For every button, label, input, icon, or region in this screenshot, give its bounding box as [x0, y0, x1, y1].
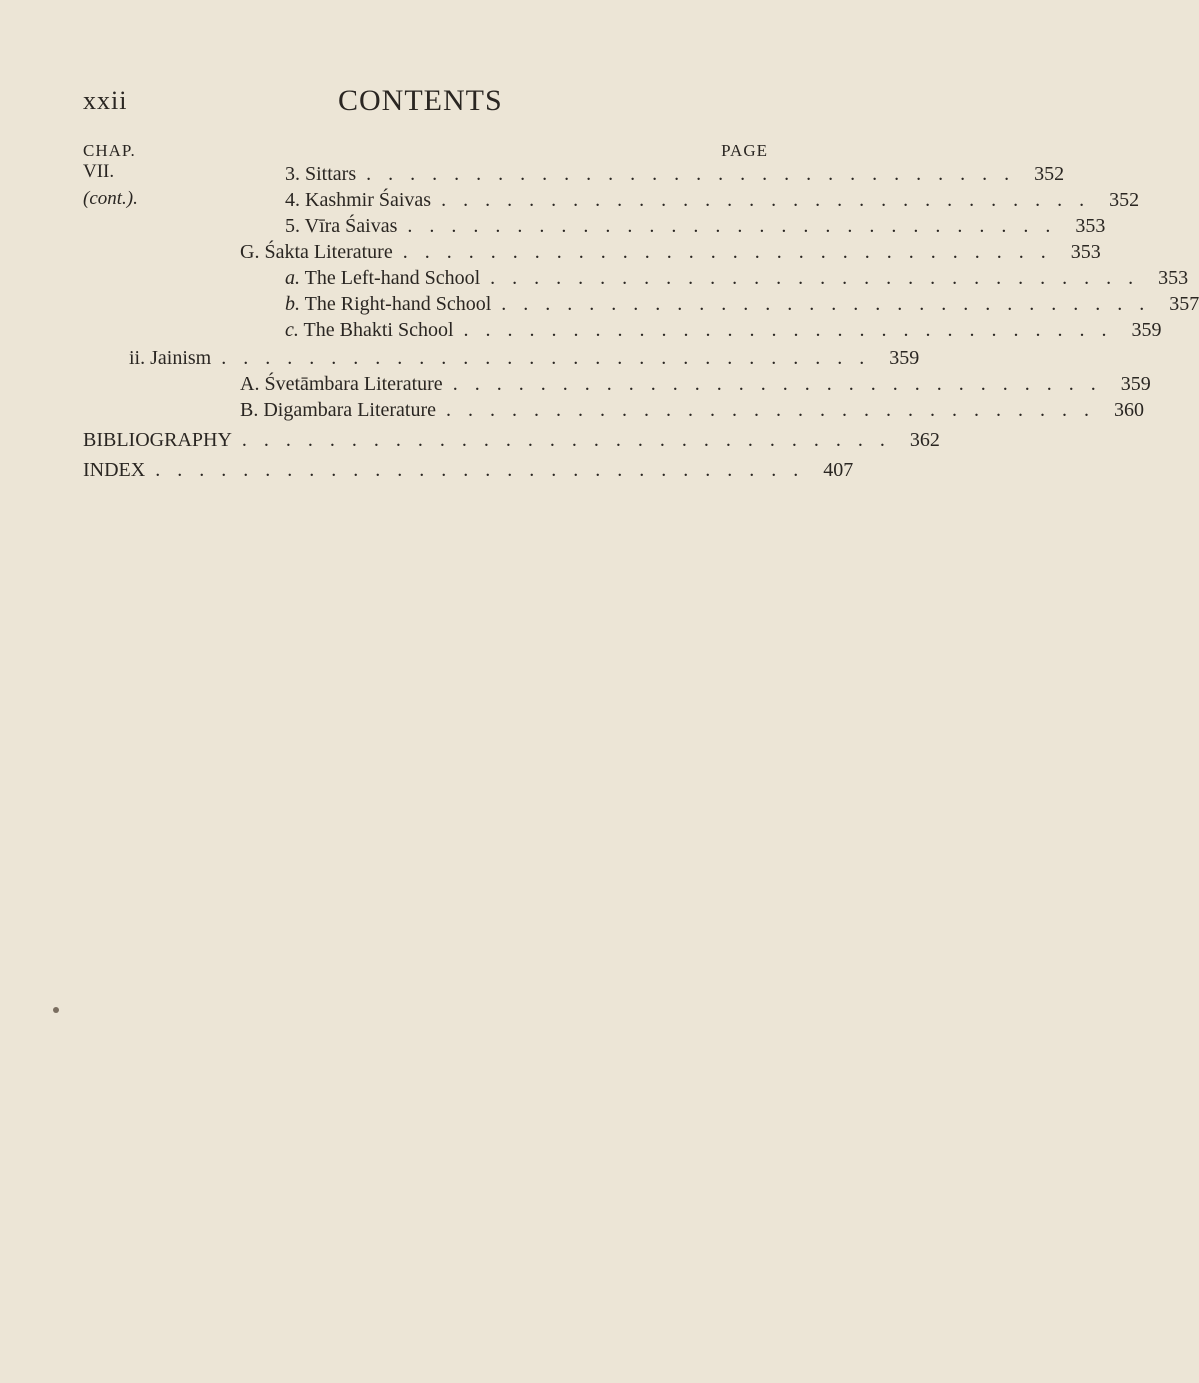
toc-entry — [240, 241, 1101, 267]
page-number: xxii — [83, 86, 128, 115]
toc-entry — [285, 189, 1140, 215]
toc-entry-label — [285, 267, 480, 290]
toc-entry-page: 407 — [823, 459, 854, 481]
chap-column-header: CHAP. — [83, 141, 136, 160]
toc-entry — [285, 267, 1189, 293]
page-column-header: PAGE — [721, 141, 768, 160]
toc-entry — [285, 215, 1106, 241]
toc-entry-label — [285, 293, 491, 316]
dot-leader: .............................. — [452, 373, 1113, 395]
toc-entry-page: 353 — [1158, 267, 1189, 289]
toc-entry — [83, 429, 940, 455]
toc-entry-title: The Bhakti School — [298, 319, 454, 341]
dot-leader: .............................. — [366, 163, 1027, 185]
toc-entry-page: 353 — [1070, 241, 1101, 263]
toc-entry-page: 360 — [1114, 399, 1145, 421]
toc-entry — [285, 319, 1162, 345]
toc-entry-label: INDEX — [83, 459, 146, 481]
toc-entry — [129, 347, 920, 373]
toc-entry-title: The Left-hand School — [300, 267, 481, 289]
chapter-continued: (cont.). — [83, 188, 138, 209]
toc-entry-page: 359 — [1131, 319, 1162, 341]
toc-entry-label: 3. Sittars — [285, 163, 357, 185]
dot-leader: .............................. — [402, 241, 1063, 263]
dot-leader: .............................. — [241, 429, 902, 451]
dot-leader: .............................. — [407, 215, 1068, 237]
toc-entry-page: 362 — [909, 429, 940, 451]
toc-entry-title: The Right-hand School — [300, 293, 492, 315]
toc-entry-page: 353 — [1075, 215, 1106, 237]
toc-entry — [285, 163, 1065, 189]
toc-entry-page: 352 — [1034, 163, 1065, 185]
toc-entry-page: 352 — [1109, 189, 1140, 211]
toc-entry-page: 359 — [889, 347, 920, 369]
toc-entry-prefix: a. — [285, 267, 300, 289]
toc-entry-label: 4. Kashmir Śaivas — [285, 189, 432, 211]
dot-leader: .............................. — [441, 189, 1102, 211]
dot-leader: .............................. — [490, 267, 1151, 289]
dot-leader: .............................. — [221, 347, 882, 369]
toc-entry-page: 357 — [1169, 293, 1199, 315]
toc-entry-label — [285, 319, 454, 342]
toc-entry-page: 359 — [1120, 373, 1151, 395]
toc-entry-label: 5. Vīra Śaivas — [285, 215, 398, 237]
toc-entry-prefix: b. — [285, 293, 300, 315]
toc-entry-label: B. Digambara Literature — [240, 399, 437, 421]
chapter-number: VII. — [83, 161, 115, 182]
toc-entry — [83, 459, 854, 485]
toc-entry-label: G. Śakta Literature — [240, 241, 393, 263]
paper-speck — [53, 1007, 59, 1013]
dot-leader: .............................. — [501, 293, 1162, 315]
toc-entry — [240, 399, 1145, 425]
dot-leader: .............................. — [463, 319, 1124, 341]
page-title: CONTENTS — [338, 84, 503, 117]
toc-entry-label: A. Śvetāmbara Literature — [240, 373, 443, 395]
toc-entry-prefix: c. — [285, 319, 299, 341]
toc-entry-label: ii. Jainism — [129, 347, 212, 369]
dot-leader: .............................. — [155, 459, 816, 481]
toc-entry — [285, 293, 1199, 319]
toc-entry-label: BIBLIOGRAPHY — [83, 429, 232, 451]
dot-leader: .............................. — [446, 399, 1107, 421]
toc-entry — [240, 373, 1151, 399]
